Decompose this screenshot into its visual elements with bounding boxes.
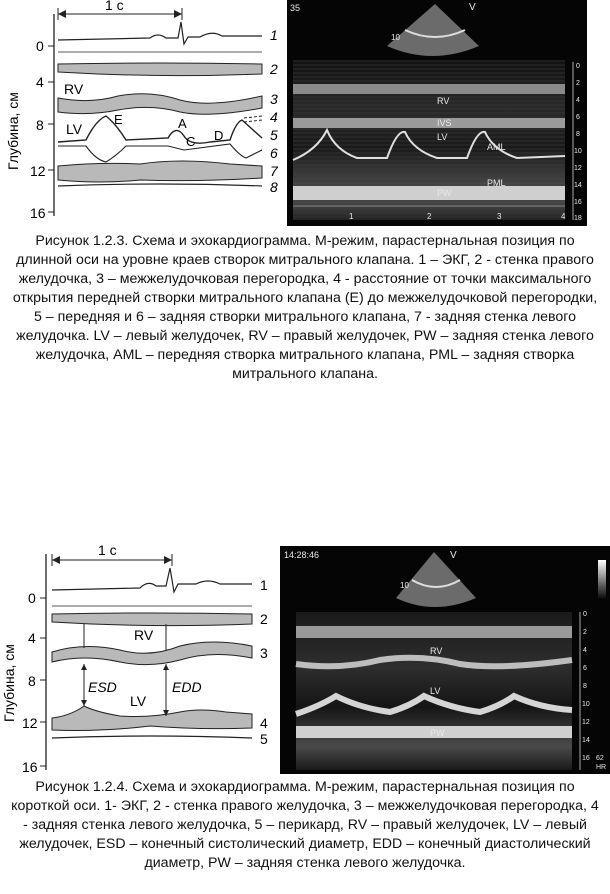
echo2-depth-8: 8 (583, 683, 587, 690)
echo2-depth-6: 6 (583, 665, 587, 672)
echo1-depth-14: 14 (574, 182, 582, 189)
echo1-depth-2: 2 (576, 80, 580, 87)
echo1-depth-10: 10 (574, 148, 582, 155)
depth-tick-16: 16 (30, 205, 46, 221)
curve-number-1: 1 (270, 27, 278, 43)
curve-number-8: 8 (270, 179, 278, 195)
fig2-curve-number-4: 4 (260, 715, 268, 731)
echo2-depth-4: 4 (583, 647, 587, 654)
fig2-time-scale-label: 1 с (98, 542, 117, 558)
echo2-depth-14: 14 (582, 737, 590, 744)
fig2-depth-tick-8: 8 (28, 673, 36, 689)
echo1-label-rv: RV (437, 96, 450, 106)
echo2-label-pw: PW (430, 728, 445, 738)
fig2-curve-number-3: 3 (260, 645, 268, 661)
echo2-depth-2: 2 (583, 629, 587, 636)
echo2-depth-12: 12 (582, 719, 590, 726)
curve-number-6: 6 (270, 145, 278, 161)
echo2-corner-62: 62 (596, 755, 604, 762)
echo1-depth-6: 6 (576, 114, 580, 121)
fig2-curve-number-5: 5 (260, 731, 268, 747)
depth-tick-12: 12 (30, 163, 46, 179)
fig2-depth-tick-0: 0 (28, 590, 36, 606)
fig2-curve-number-2: 2 (260, 611, 268, 627)
echo1-depth-4: 4 (576, 97, 580, 104)
echo1-label-pw: PW (437, 188, 452, 198)
fig2-curve-number-1: 1 (260, 577, 268, 593)
schema-label-a: A (178, 116, 187, 131)
schema-label-lv: LV (66, 121, 83, 137)
depth-tick-4: 4 (36, 74, 44, 90)
echo1-time: 35 (290, 3, 301, 13)
echo2-probe-mark: V (450, 550, 457, 561)
schema-label-rv: RV (64, 81, 84, 97)
curve-number-2: 2 (270, 61, 278, 77)
echo1-beat-3: 3 (497, 212, 502, 221)
echo2-time: 14:28:46 (284, 550, 320, 560)
curve-number-4: 4 (270, 109, 278, 125)
fig2-yaxis-label: Глубина, см (1, 644, 17, 722)
schema-label-e: E (114, 112, 123, 127)
depth-tick-0: 0 (36, 38, 44, 54)
echo2-label-lv: LV (430, 686, 441, 696)
time-scale-label: 1 с (105, 0, 124, 13)
echo1-label-aml: AML (487, 142, 506, 152)
depth-tick-8: 8 (36, 117, 44, 133)
echo1-label-pml: PML (487, 178, 506, 188)
fig2-depth-tick-12: 12 (22, 715, 38, 731)
curve-number-5: 5 (270, 127, 278, 143)
echo1-beat-1: 1 (349, 212, 354, 221)
echo2-depth-16: 16 (582, 755, 590, 762)
echo2-label-rv: RV (430, 646, 443, 656)
echo1-label-ivs: IVS (437, 118, 452, 128)
schema-label-d: D (214, 128, 224, 143)
figure1-caption: Рисунок 1.2.3. Схема и эхокардиограмма. М-режим, парастернальная позиция по длинной оси на уровне краев створок митрального клапана. 1 – ЭКГ, 2 - стенка правого желудочка, 3 – межжелудочковая перегородка, 4 - расстояние от точки максимального открытия передней створки митрального клапана (Е) до межжелудочковой перегородки, 5 – передняя и 6 – задняя створки митрального клапана, 7 - задняя стенка левого желудочка. LV – левый желудочек, RV – правый желудочек, PW – задняя стенка левого желудочка, AML – передняя створка митрального клапана, PML – задняя створка митрального клапана. (12, 233, 598, 382)
echo2-depth-0: 0 (583, 611, 587, 618)
fig2-schema-label-rv: RV (134, 627, 154, 643)
echo1-beat-4: 4 (561, 212, 566, 221)
echo1-depth-8: 8 (576, 131, 580, 138)
echo1-beat-2: 2 (427, 212, 432, 221)
curve-number-3: 3 (270, 91, 278, 107)
figure1-echocardiogram (287, 0, 587, 226)
fig2-schema-label-edd: EDD (172, 679, 202, 695)
echo2-depth-10: 10 (582, 701, 590, 708)
figure2-schema (0, 540, 290, 776)
fig2-depth-tick-4: 4 (28, 630, 36, 646)
yaxis-label: Глубина, см (5, 92, 21, 170)
echo2-probe-depth: 10 (400, 581, 409, 590)
fig2-schema-label-lv: LV (130, 693, 147, 709)
echo1-depth-12: 12 (574, 165, 582, 172)
curve-number-7: 7 (270, 163, 278, 179)
figure2-echocardiogram (280, 546, 610, 774)
fig2-depth-tick-16: 16 (22, 759, 38, 775)
echo1-depth-0: 0 (576, 63, 580, 70)
schema-label-c: C (186, 134, 196, 149)
fig2-schema-label-esd: ESD (88, 679, 117, 695)
figure2-caption: Рисунок 1.2.4. Схема и эхокардиограмма. М-режим, парастернальная позиция по короткой оси. 1- ЭКГ, 2 - стенка правого желудочка, 3 – межжелудочковая перегородка, 4 - задняя стенка левого желудочка, 5 – перикард, RV – правый желудочек, LV – левый желудочек, ESD – конечный систолический диаметр, EDD – конечный диастолический диаметр, PW – задняя стенка левого желудочка. (11, 779, 599, 871)
echo1-depth-16: 16 (574, 199, 582, 206)
echo1-probe-mark: V (469, 2, 476, 13)
echo1-probe-depth: 10 (391, 33, 400, 42)
echo2-corner-hr: HR (596, 764, 607, 771)
echo1-label-lv: LV (437, 132, 448, 142)
echo1-depth-18: 18 (574, 215, 582, 222)
figure1-schema (0, 0, 290, 226)
